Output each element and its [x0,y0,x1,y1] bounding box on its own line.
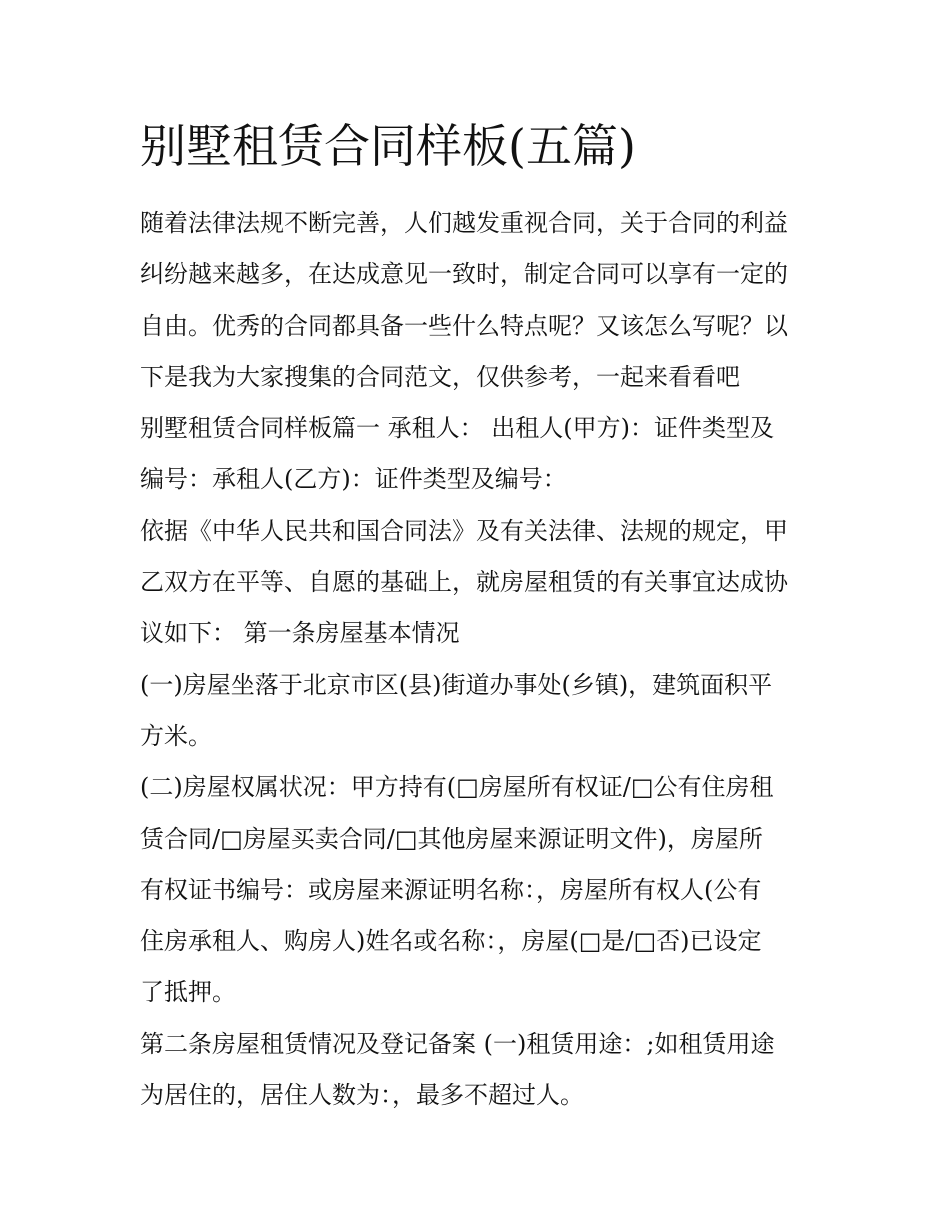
text-line: 赁合同/□房屋买卖合同/□其他房屋来源证明文件)，房屋所 [140,824,763,853]
text-line: 为居住的，居住人数为：，最多不超过人。 [140,1081,584,1110]
text-line: 纠纷越来越多，在达成意见一致时，制定合同可以享有一定的 [140,260,788,289]
text-line: 有权证书编号：或房屋来源证明名称：，房屋所有权人(公有 [140,875,762,904]
text-line: 依据《中华人民共和国合同法》及有关法律、法规的规定，甲 [140,516,788,545]
text-line: (一)房屋坐落于北京市区(县)街道办事处(乡镇)，建筑面积平 [140,670,773,699]
text-line: 别墅租赁合同样板篇一 承租人： 出租人(甲方)：证件类型及 [140,414,774,443]
text-line: 第二条房屋租赁情况及登记备案 (一)租赁用途：;如租赁用途 [140,1029,775,1058]
text-line: 下是我为大家搜集的合同范文，仅供参考，一起来看看吧 [140,362,740,391]
document-body [140,198,820,1121]
text-line: 自由。优秀的合同都具备一些什么特点呢？又该怎么写呢？以 [140,311,788,340]
text-line: 方米。 [140,721,212,750]
text-line: 了抵押。 [140,978,236,1007]
text-line: (二)房屋权属状况：甲方持有(□房屋所有权证/□公有住房租 [140,773,774,802]
text-line: 编号：承租人(乙方)：证件类型及编号： [140,465,567,494]
text-line: 议如下： 第一条房屋基本情况 [140,619,460,648]
text-line: 随着法律法规不断完善，人们越发重视合同，关于合同的利益 [140,209,788,237]
text-line: 住房承租人、购房人)姓名或名称：，房屋(□是/□否)已设定 [140,927,762,956]
document-title: 别墅租赁合同样板(五篇) [140,119,636,173]
text-line: 乙双方在平等、自愿的基础上，就房屋租赁的有关事宜达成协 [140,568,788,597]
